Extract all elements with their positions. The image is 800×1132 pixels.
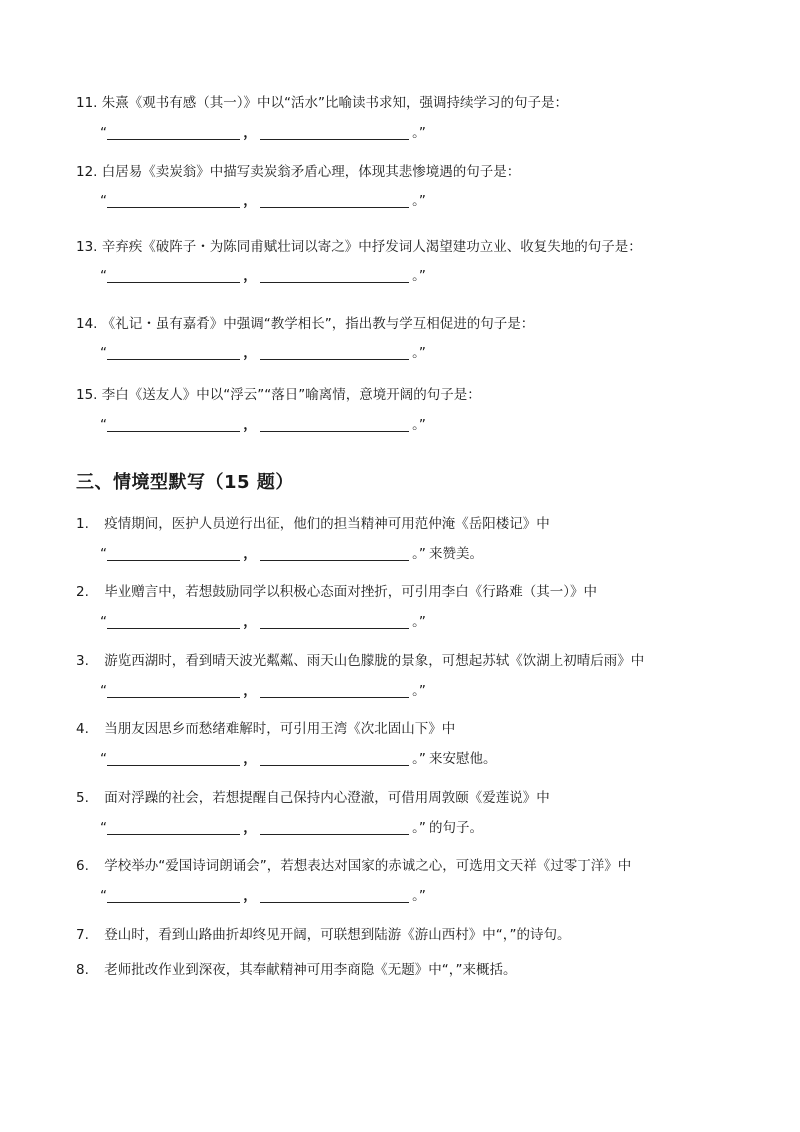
answer-line-s5 — [100, 819, 483, 837]
question-number: 5. — [76, 790, 89, 806]
comma: ， — [243, 546, 257, 562]
answer-blank-2[interactable] — [260, 546, 409, 561]
question-text: 当朋友因思乡而愁绪难解时，可引用王湾《次北固山下》中 — [104, 721, 456, 737]
comma: ， — [243, 614, 257, 630]
open-quote: “ — [100, 888, 107, 904]
question-text: 毕业赠言中，若想鼓励同学以积极心态面对挫折，可引用李白《行路难（其一）》中 — [104, 584, 598, 600]
question-text: 《礼记・虽有嘉肴》中强调“教学相长”，指出教与学互相促进的句子是： — [101, 316, 535, 332]
close-quote: 。” — [412, 193, 426, 209]
comma: ， — [243, 125, 257, 141]
close-quote: 。” — [412, 268, 426, 284]
question-text: 疫情期间，医护人员逆行出征，他们的担当精神可用范仲淹《岳阳楼记》中 — [104, 516, 550, 532]
close-quote: 。” — [412, 125, 426, 141]
close-quote: 。” — [412, 888, 426, 904]
question-text: 朱熹《观书有感（其一）》中以“活水”比喻读书求知，强调持续学习的句子是： — [101, 95, 569, 111]
answer-blank-1[interactable] — [107, 820, 240, 835]
answer-line-s6 — [100, 887, 429, 905]
open-quote: “ — [100, 751, 107, 767]
question-number: 11. — [76, 95, 98, 111]
answer-blank-2[interactable] — [260, 268, 409, 283]
comma: ， — [243, 417, 257, 433]
question-number: 7. — [76, 927, 89, 943]
answer-line-s4 — [100, 750, 497, 768]
question-text: 老师批改作业到深夜，其奉献精神可用李商隐《无题》中“，”来概括。 — [104, 962, 517, 978]
answer-suffix: 来安慰他。 — [429, 751, 497, 767]
comma: ， — [243, 888, 257, 904]
close-quote: 。” — [412, 546, 426, 562]
question-number: 12. — [76, 164, 98, 180]
answer-blank-2[interactable] — [260, 751, 409, 766]
question-number: 6. — [76, 858, 89, 874]
answer-blank-2[interactable] — [260, 345, 409, 360]
question-12 — [76, 163, 520, 181]
answer-blank-2[interactable] — [260, 614, 409, 629]
question-text: 白居易《卖炭翁》中描写卖炭翁矛盾心理，体现其悲惨境遇的句子是： — [101, 164, 521, 180]
answer-line-s1 — [100, 545, 483, 563]
close-quote: 。” — [412, 751, 426, 767]
question-11 — [76, 94, 568, 112]
question-text: 面对浮躁的社会，若想提醒自己保持内心澄澈，可借用周敦颐《爱莲说》中 — [104, 790, 550, 806]
close-quote: 。” — [412, 614, 426, 630]
close-quote: 。” — [412, 820, 426, 836]
comma: ， — [243, 751, 257, 767]
answer-blank-1[interactable] — [107, 417, 240, 432]
question-number: 3. — [76, 653, 89, 669]
open-quote: “ — [100, 546, 107, 562]
answer-suffix: 的句子。 — [429, 820, 483, 836]
question-number: 1. — [76, 516, 89, 532]
answer-line-12 — [100, 192, 429, 210]
answer-line-s3 — [100, 682, 429, 700]
answer-line-14 — [100, 344, 429, 362]
open-quote: “ — [100, 268, 107, 284]
answer-blank-1[interactable] — [107, 546, 240, 561]
open-quote: “ — [100, 193, 107, 209]
open-quote: “ — [100, 345, 107, 361]
situational-question-7 — [76, 926, 571, 944]
answer-blank-2[interactable] — [260, 820, 409, 835]
situational-question-3 — [76, 652, 644, 670]
question-14 — [76, 315, 534, 333]
open-quote: “ — [100, 417, 107, 433]
close-quote: 。” — [412, 683, 426, 699]
open-quote: “ — [100, 614, 107, 630]
answer-blank-1[interactable] — [107, 345, 240, 360]
situational-question-8 — [76, 961, 517, 979]
question-text: 辛弃疾《破阵子・为陈同甫赋壮词以寄之》中抒发词人渴望建功立业、收复失地的句子是： — [101, 239, 642, 255]
answer-blank-2[interactable] — [260, 888, 409, 903]
answer-blank-2[interactable] — [260, 683, 409, 698]
question-number: 14. — [76, 316, 98, 332]
answer-line-13 — [100, 267, 429, 285]
close-quote: 。” — [412, 345, 426, 361]
comma: ， — [243, 820, 257, 836]
comma: ， — [243, 268, 257, 284]
open-quote: “ — [100, 125, 107, 141]
question-number: 8. — [76, 962, 89, 978]
answer-blank-1[interactable] — [107, 268, 240, 283]
question-number: 2. — [76, 584, 89, 600]
answer-blank-1[interactable] — [107, 888, 240, 903]
question-text: 游览西湖时，看到晴天波光粼粼、雨天山色朦胧的景象，可想起苏轼《饮湖上初晴后雨》中 — [104, 653, 645, 669]
comma: ， — [243, 193, 257, 209]
question-text: 登山时，看到山路曲折却终见开阔，可联想到陆游《游山西村》中“，”的诗句。 — [104, 927, 571, 943]
close-quote: 。” — [412, 417, 426, 433]
answer-line-11 — [100, 124, 429, 142]
answer-blank-2[interactable] — [260, 193, 409, 208]
question-13 — [76, 238, 642, 256]
situational-question-2 — [76, 583, 597, 601]
question-text: 学校举办“爱国诗词朗诵会”，若想表达对国家的赤诚之心，可选用文天祥《过零丁洋》中 — [104, 858, 632, 874]
open-quote: “ — [100, 820, 107, 836]
section-heading: 三、情境型默写（15 题） — [76, 472, 294, 493]
answer-line-15 — [100, 416, 429, 434]
situational-question-5 — [76, 789, 550, 807]
answer-blank-1[interactable] — [107, 125, 240, 140]
question-number: 4. — [76, 721, 89, 737]
answer-blank-1[interactable] — [107, 193, 240, 208]
answer-blank-1[interactable] — [107, 614, 240, 629]
comma: ， — [243, 345, 257, 361]
situational-question-1 — [76, 515, 550, 533]
question-number: 13. — [76, 239, 98, 255]
answer-blank-1[interactable] — [107, 751, 240, 766]
answer-blank-2[interactable] — [260, 417, 409, 432]
comma: ， — [243, 683, 257, 699]
question-15 — [76, 386, 481, 404]
situational-question-4 — [76, 720, 455, 738]
answer-blank-2[interactable] — [260, 125, 409, 140]
answer-suffix: 来赞美。 — [429, 546, 483, 562]
open-quote: “ — [100, 683, 107, 699]
situational-question-6 — [76, 857, 631, 875]
question-number: 15. — [76, 387, 98, 403]
question-text: 李白《送友人》中以“浮云”“落日”喻离情，意境开阔的句子是： — [101, 387, 481, 403]
answer-blank-1[interactable] — [107, 683, 240, 698]
answer-line-s2 — [100, 613, 429, 631]
